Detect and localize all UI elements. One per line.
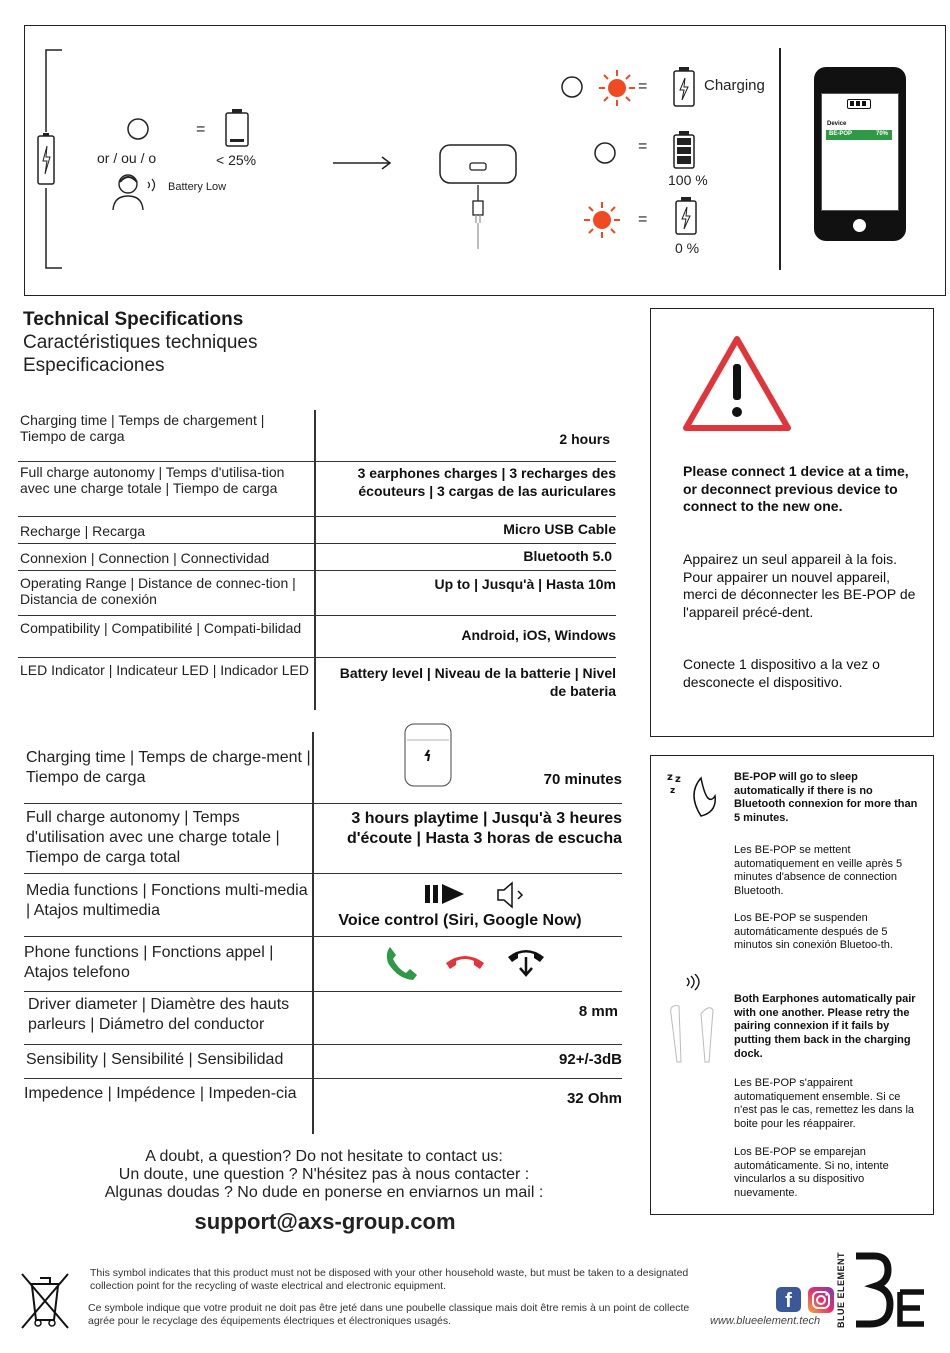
table-row (18, 544, 616, 571)
spec-label: Full charge autonomy | Temps d'utilisa-tion avec une charge totale | Tiempo de carga (20, 464, 285, 496)
empty-label: 0 % (675, 240, 700, 256)
phone-answer-icon[interactable] (384, 945, 418, 981)
weee-text-fr: Ce symbole indique que votre produit ne doit pas être jeté dans une poubelle classique mais doit être remis à un point de collecte agrée pour le recyclage des équipements électriques et électroniques usagés. (88, 1302, 690, 1327)
phone-device-row (826, 130, 892, 140)
phone-device-name: BE-POP (829, 131, 853, 137)
spec-value: 70 minutes (543, 771, 622, 788)
instagram-icon[interactable] (808, 1287, 834, 1313)
table-row (24, 804, 622, 874)
spec-value: 3 hours playtime | Jusqu'à 3 heures d'écoute | Hasta 3 horas de escucha (346, 810, 622, 847)
spec-label: Charging time | Temps de chargement | Tiempo de carga (20, 412, 265, 444)
charging-label: Charging (704, 77, 765, 94)
arrow-right-icon (332, 155, 394, 171)
spec-value: 2 hours (559, 431, 610, 447)
tech-title-en: Technical Specifications (23, 309, 244, 330)
weee-bin-icon (18, 1268, 72, 1330)
phone-reject-icon[interactable] (506, 945, 546, 977)
full-label: 100 % (668, 172, 708, 188)
spec-label: Recharge | Recarga (20, 523, 146, 539)
contact-text-fr: Un doute, une question ? N'hésitez pas à nous contacter : (118, 1166, 530, 1183)
spec-label: Operating Range | Distance de connec-tion | Distancia de conexión (20, 575, 296, 607)
spec-value: Voice control (Siri, Google Now) (338, 912, 582, 929)
table-row (18, 410, 616, 462)
contact-text-es: Algunas doudas ? No dude en ponerse en enviarnos un mail : (104, 1184, 544, 1201)
equals-sign: = (638, 78, 648, 95)
pair-text-es: Los BE-POP se emparejan automáticamente. Si no, intente vincularlos a su dispositivo nuevamente. (734, 1146, 889, 1200)
spec-value: Battery level | Niveau de la batterie | Nivel de bateria (339, 665, 616, 699)
facebook-icon[interactable]: f (776, 1287, 801, 1312)
led-red-blink-icon (583, 201, 621, 239)
or-label: or / ou / o (97, 150, 157, 166)
pair-text-en: Both Earphones automatically pair with one another. Please retry the pairing connexion if it fails by putting them back in the charging dock. (734, 993, 916, 1060)
contact-text-en: A doubt, a question? Do not hesitate to contact us: (145, 1148, 503, 1165)
battery-charging-icon (672, 66, 696, 108)
spec-label: Driver diameter | Diamètre des hauts parleurs | Diámetro del conductor (28, 996, 290, 1033)
bracket-battery-icon (36, 48, 66, 272)
phone-device-label: Device (827, 121, 847, 127)
sleep-text-fr: Les BE-POP se mettent automatiquement en veille après 5 minutes d'absence de connection Bluetooth. (734, 844, 903, 898)
table-row (18, 462, 616, 517)
spec-label: Full charge autonomy | Temps d'utilisation avec une charge totale | Tiempo de carga total (26, 809, 280, 866)
warning-triangle-icon (681, 334, 793, 434)
equals-sign: = (638, 138, 648, 155)
play-pause-icon[interactable] (424, 882, 466, 906)
spec-label: LED Indicator | Indicateur LED | Indicador LED (20, 662, 309, 678)
table-row (18, 658, 616, 710)
led-red-blink-icon (598, 69, 636, 107)
warning-text-es: Conecte 1 dispositivo a la vez o desconecte el dispositivo. (683, 656, 880, 690)
phone-device-percent: 70% (875, 131, 888, 137)
phone-illustration (814, 67, 906, 241)
phone-hangup-icon[interactable] (444, 951, 486, 971)
spec-value: Up to | Jusqu'à | Hasta 10m (434, 576, 616, 592)
led-off-icon (126, 117, 150, 141)
earbuds-icon (665, 974, 725, 1066)
support-email-link[interactable]: support@axs-group.com (194, 1209, 456, 1234)
website-link[interactable]: www.blueelement.tech (710, 1315, 821, 1327)
spec-label: Impedence | Impédence | Impeden-cia (24, 1085, 297, 1102)
tech-title-fr: Caractéristiques techniques (23, 332, 258, 353)
divider (779, 48, 781, 270)
spec-value: Micro USB Cable (503, 521, 616, 537)
spec-value: 8 mm (578, 1003, 618, 1020)
spec-label: Compatibility | Compatibilité | Compati-bilidad (20, 620, 302, 636)
sleep-moon-icon (665, 768, 717, 820)
warning-text-fr: Appairez un seul appareil à la fois. Pour appairer un nouvel appareil, merci de déconnecter les BE-POP de l'appareil précé-dent. (683, 551, 916, 620)
phone-home-button (853, 219, 866, 232)
sleep-pairing-panel (650, 755, 934, 1215)
tech-title-es: Especificaciones (23, 355, 165, 376)
lt25-label: < 25% (216, 152, 257, 168)
spec-label: Sensibility | Sensibilité | Sensibilidad (26, 1051, 284, 1068)
table-row (24, 992, 622, 1045)
warning-text-en: Please connect 1 device at a time, or deconnect previous device to connect to the new one. (683, 463, 909, 514)
table-row (18, 571, 616, 616)
spec-value: Bluetooth 5.0 (523, 548, 612, 564)
brand-vertical-text: BLUE ELEMENT (836, 1251, 846, 1328)
table-row (24, 732, 622, 804)
table-row (18, 616, 616, 658)
led-off-icon (560, 75, 584, 99)
spec-value: 92+/-3dB (559, 1051, 622, 1068)
equals-sign: = (638, 211, 648, 228)
table-row (18, 517, 616, 544)
battery-empty-icon (674, 196, 698, 236)
spec-label: Connexion | Connection | Connectividad (20, 550, 270, 566)
spec-value: Android, iOS, Windows (461, 627, 616, 643)
volume-icon[interactable] (496, 881, 528, 909)
svg-text:z: z (675, 774, 681, 785)
voice-prompt-icon (110, 172, 160, 212)
spec-label: Charging time | Temps de charge-ment | Tiempo de carga (26, 749, 311, 786)
table-row (24, 1079, 622, 1134)
spec-label: Phone functions | Fonctions appel | Atajos telefono (24, 944, 274, 981)
table-row (24, 937, 622, 992)
charging-case-icon (438, 141, 518, 251)
spec-value: 32 Ohm (566, 1090, 622, 1107)
battery-full-icon (672, 130, 696, 170)
svg-text:z: z (670, 786, 676, 796)
sleep-text-es: Los BE-POP se suspenden automáticamente después de 5 minutos sin conexión Bluetoo-th. (734, 912, 893, 952)
battery-low-label: Battery Low (168, 181, 227, 193)
led-off-icon (593, 141, 617, 165)
table-row (24, 874, 622, 937)
table-row (24, 1045, 622, 1079)
equals-sign: = (196, 121, 206, 138)
spec-label: Media functions | Fonctions multi-media | Atajos multimedia (26, 882, 308, 919)
brand-logo-icon (852, 1252, 928, 1328)
phone-battery-icon (847, 99, 871, 109)
pairing-warning-panel (650, 308, 934, 737)
sleep-text-en: BE-POP will go to sleep automatically if there is no Bluetooth connexion for more than 5 minutes. (734, 771, 918, 825)
pair-text-fr: Les BE-POP s'appairent automatiquement ensemble. Si ce n'est pas le cas, remettez les dans la boite pour les réappairer. (734, 1077, 915, 1131)
weee-text-en: This symbol indicates that this product must not be disposed with your other household waste, but must be taken to a designated collection point for the recycling of waste electrical and electronic equipment. (90, 1267, 689, 1292)
svg-text:z: z (667, 772, 673, 783)
spec-value: 3 earphones charges | 3 recharges des écouteurs | 3 cargas de las auriculares (357, 465, 616, 499)
battery-low-icon (224, 108, 250, 148)
